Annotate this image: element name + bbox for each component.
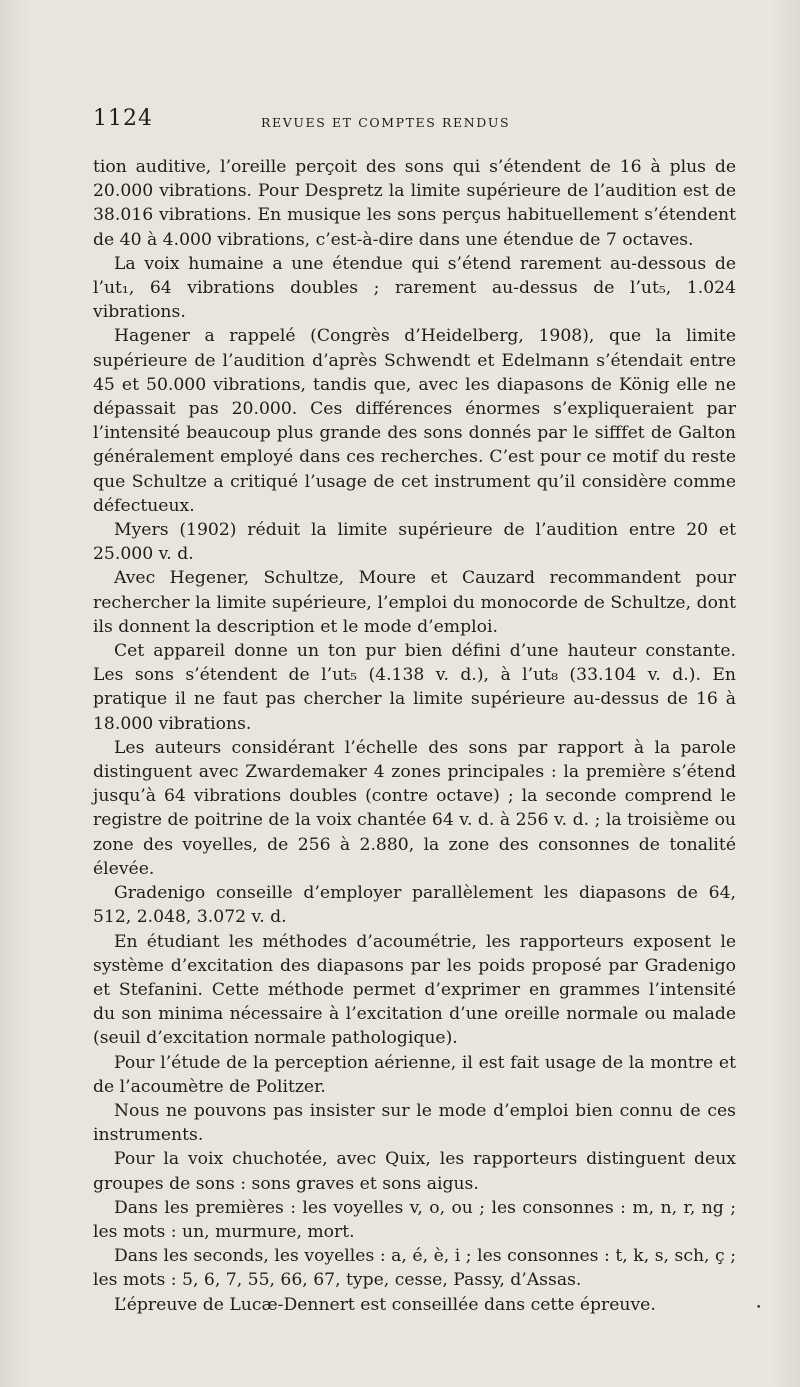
paragraph-epreuve: L’épreuve de Lucæ-Dennert est conseillée dans cette épreuve. <box>114 1294 656 1315</box>
paragraph-acoumetrie: En étudiant les méthodes d’acoumétrie, les rapporteurs exposent le système d’excitation des diapasons par les poids proposé par Gradenigo et Stefanini. Cette méthode permet d’exprimer en grammes l’intensité du son minima nécessaire à l’excitation d’une oreille normale ou malade (seuil d’excitation normale pathologique). <box>93 931 736 1049</box>
page-header <box>93 106 733 136</box>
paragraph-sons-graves: Dans les premières : les voyelles v, o, ou ; les consonnes : m, n, r, ng ; les mots : un, murmure, mort. <box>93 1197 736 1242</box>
paragraph-continuation: tion auditive, l’oreille perçoit des sons qui s’étendent de 16 à plus de 20.000 vibrations. Pour Despretz la limite supérieure de l’audition est de 38.016 vibrations. En musique les sons perçus habituellement s’étendent de 40 à 4.000 vibrations, c’est-à-dire dans une étendue de 7 octaves. <box>93 157 736 250</box>
paragraph-voix-chuchotee: Pour la voix chuchotée, avec Quix, les rapporteurs distinguent deux groupes de sons : sons graves et sons aigus. <box>93 1149 736 1194</box>
paragraph-instruments: Nous ne pouvons pas insister sur le mode d’emploi bien connu de ces instruments. <box>93 1100 736 1146</box>
paragraph-perception-aerienne: Pour l’étude de la perception aérienne, il est fait usage de la montre et de l’acoumètre de Politzer. <box>93 1052 736 1097</box>
paragraph-sons-aigus: Dans les seconds, les voyelles : a, é, è, i ; les consonnes : t, k, s, sch, ç ; les mots : 5, 6, 7, 55, 66, 67, type, cesse, Passy, d’Assas. <box>93 1246 736 1291</box>
body-text <box>93 155 736 1317</box>
paragraph-monocorde: Avec Hegener, Schultze, Moure et Cauzard recommandent pour rechercher la limite supérieure, l’emploi du monocorde de Schultze, dont ils donnent la description et le mode d’emploi. <box>93 568 736 637</box>
running-head: REVUES ET COMPTES RENDUS <box>261 115 511 130</box>
paragraph-hagener: Hagener a rappelé (Congrès d’Heidelberg, 1908), que la limite supérieure de l’audition d’après Schwendt et Edelmann s’étendait entre 45 et 50.000 vibrations, tandis que, avec les diapasons de König elle ne dépassait pas 20.000. Ces différences énormes s’expliqueraient par l’intensité beaucoup plus grande des sons donnés par le sifffet de Galton généralement employé dans ces recherches. C’est pour ce motif du reste que Schultze a critiqué l’usage de cet instrument qu’il considère comme défectueux. <box>93 326 736 516</box>
paragraph-appareil: Cet appareil donne un ton pur bien défini d’une hauteur constante. Les sons s’étendent de l’ut₅ (4.138 v. d.), à l’ut₈ (33.104 v. d.). En pratique il ne faut pas chercher la limite supérieure au-dessus de 16 à 18.000 vibrations. <box>93 641 736 734</box>
marginal-mark: • <box>756 1303 762 1313</box>
paragraph-myers: Myers (1902) réduit la limite supérieure de l’audition entre 20 et 25.000 v. d. <box>93 520 736 565</box>
paragraph-voice-range: La voix humaine a une étendue qui s’étend rarement au-dessous de l’ut₁, 64 vibrations doubles ; rarement au-dessus de l’ut₅, 1.024 vibrations. <box>93 253 736 323</box>
paragraph-gradenigo: Gradenigo conseille d’employer parallèlement les diapasons de 64, 512, 2.048, 3.072 v. d. <box>93 883 736 928</box>
page-number: 1124 <box>93 106 153 131</box>
paragraph-zones: Les auteurs considérant l’échelle des sons par rapport à la parole distinguent avec Zwardemaker 4 zones principales : la première s’étend jusqu’à 64 vibrations doubles (contre octave) ; la seconde comprend le registre de poitrine de la voix chantée 64 v. d. à 256 v. d. ; la troisième ou zone des voyelles, de 256 à 2.880, la zone des consonnes de tonalité élevée. <box>93 737 736 879</box>
